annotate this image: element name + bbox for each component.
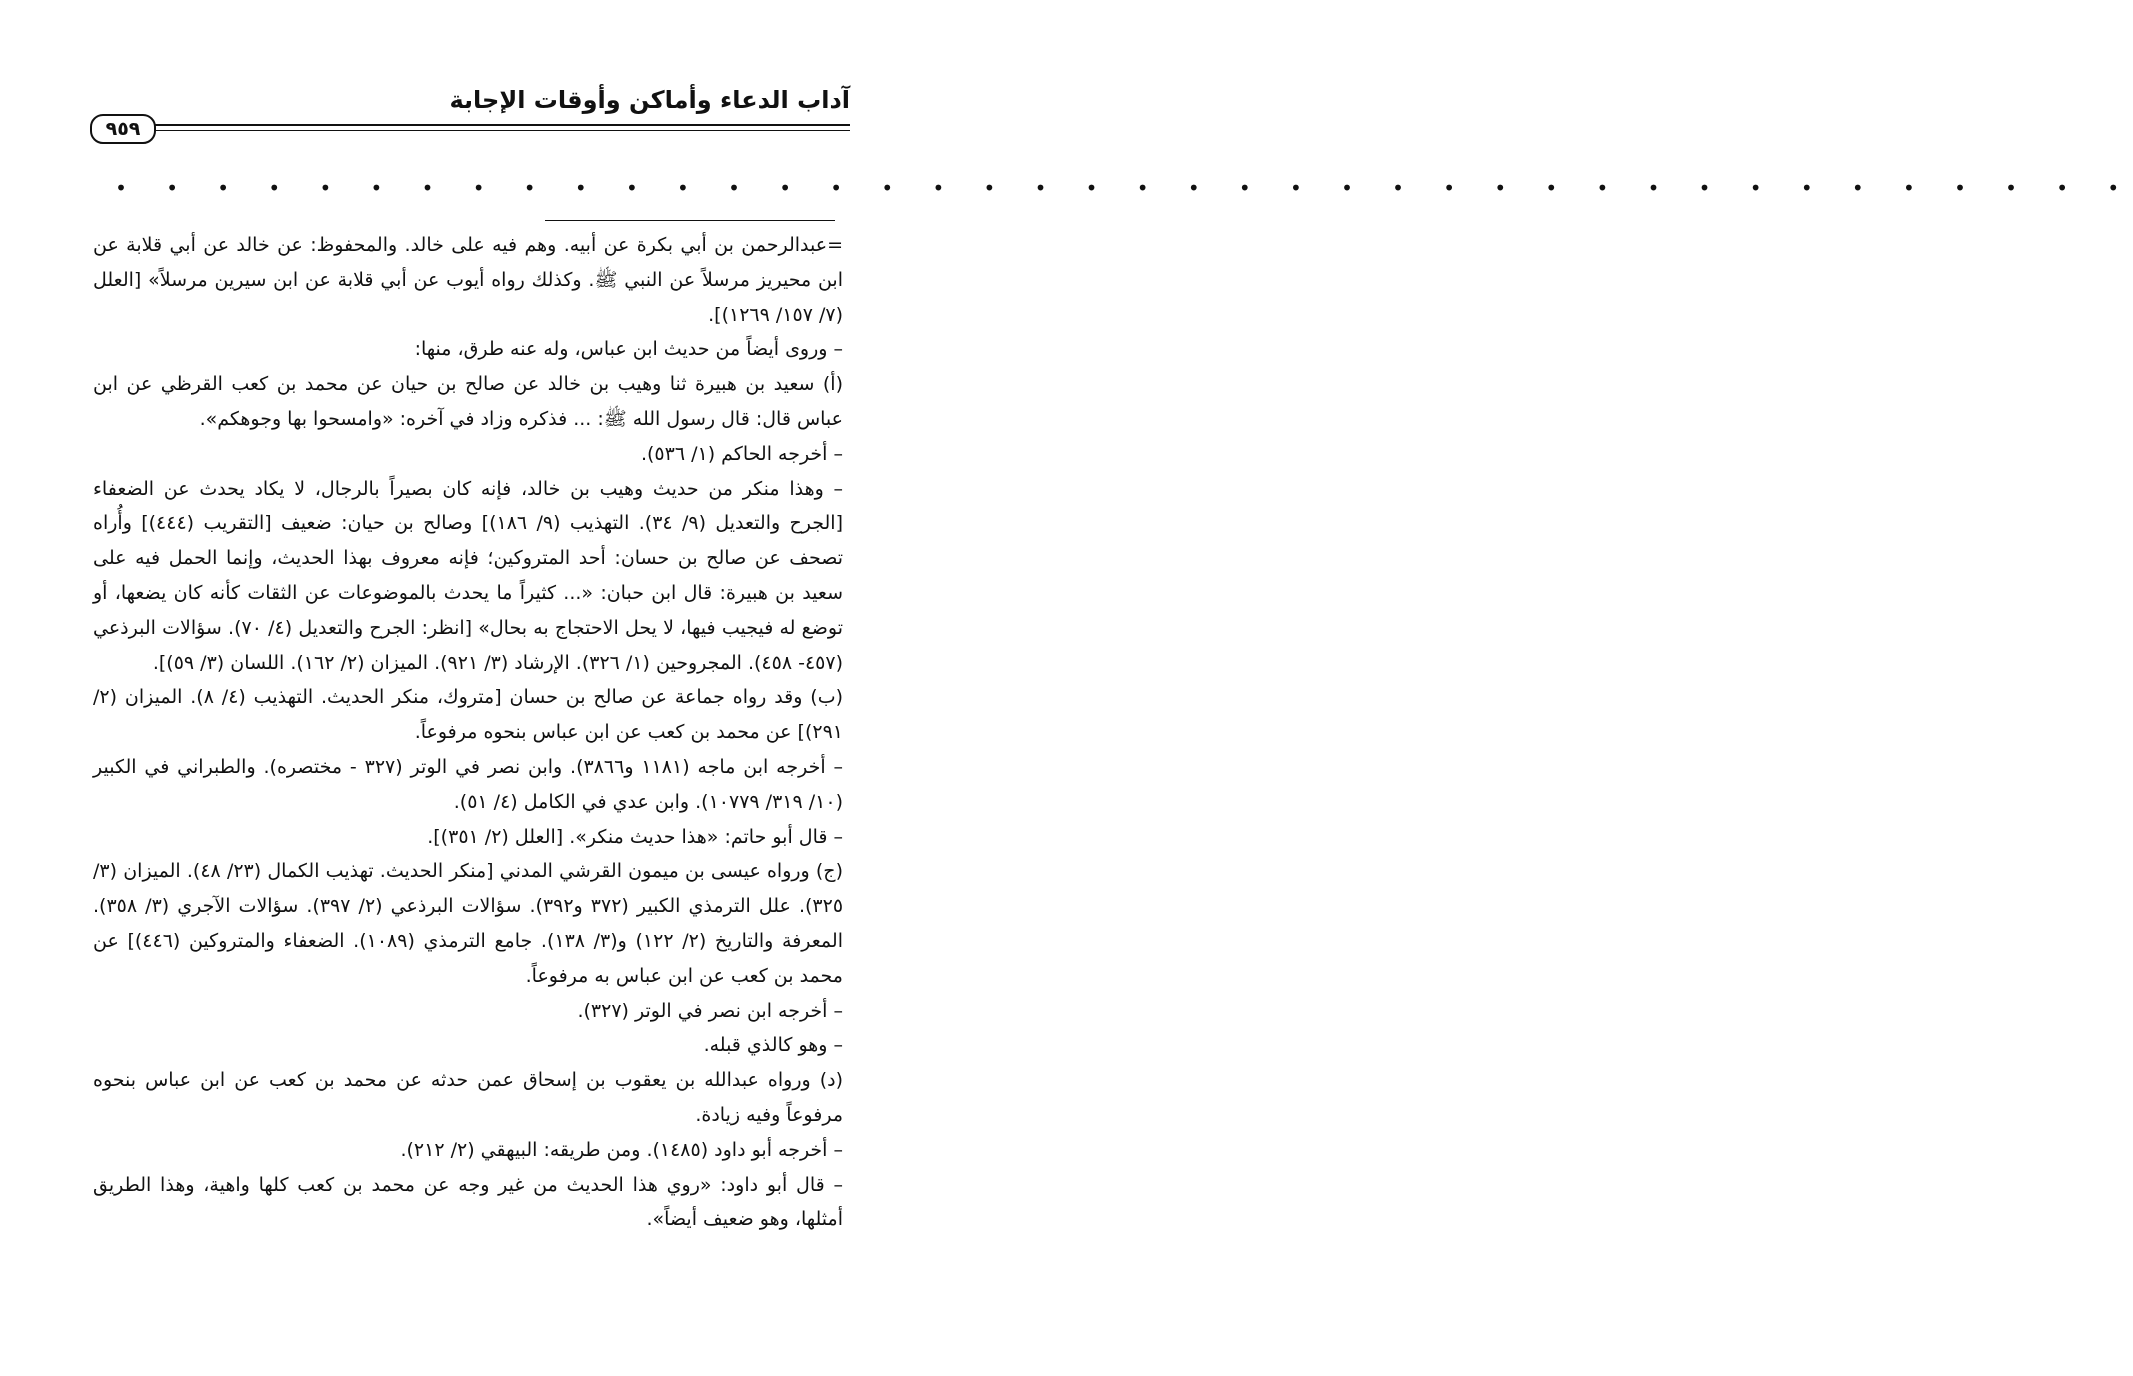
paragraph: =عبدالرحمن بن أبي بكرة عن أبيه. وهم فيه على خالد. والمحفوظ: عن خالد عن أبي قلابة عن ابن محيريز مرسلاً عن النبي ﷺ. وكذلك رواه أيوب عن أبي قلابة عن ابن سيرين مرسلاً» [العلل (٧/ ١٥٧/ ١٢٦٩)].: [93, 234, 843, 326]
paragraph: – أخرجه ابن نصر في الوتر (٣٢٧).: [577, 999, 843, 1022]
paragraph: (ب) وقد رواه جماعة عن صالح بن حسان [متروك، منكر الحديث. التهذيب (٤/ ٨). الميزان (٢/ ٢٩١)] عن محمد بن كعب عن ابن عباس بنحوه مرفوعاً.: [93, 686, 843, 744]
header-rule-thin: [154, 130, 850, 131]
paragraph: – وهو كالذي قبله.: [703, 1034, 843, 1057]
footnote-body: [93, 228, 843, 1237]
paragraph: – أخرجه ابن ماجه (١١٨١ و٣٨٦٦). وابن نصر في الوتر (٣٢٧ - مختصره). والطبراني في الكبير (١٠/ ٣١٩/ ١٠٧٧٩). وابن عدي في الكامل (٤/ ٥١).: [93, 755, 843, 813]
running-title: آداب الدعاء وأماكن وأوقات الإجابة: [449, 86, 850, 114]
paragraph: (ج) ورواه عيسى بن ميمون القرشي المدني [منكر الحديث. تهذيب الكمال (٢٣/ ٤٨). الميزان (٣/ ٣٢٥). علل الترمذي الكبير (٣٧٢ و٣٩٢). سؤالات البرذعي (٢/ ٣٩٧). سؤالات الآجري (٣/ ٣٥٨). المعرفة والتاريخ (٢/ ١٢٢) و(٣/ ١٣٨). جامع الترمذي (١٠٨٩). الضعفاء والمتروكين (٤٤٦)] عن محمد بن كعب عن ابن عباس به مرفوعاً.: [93, 860, 844, 987]
paragraph: – قال أبو داود: «روي هذا الحديث من غير وجه عن محمد بن كعب كلها واهية، وهذا الطريق أمثلها، وهو ضعيف أيضاً».: [93, 1173, 843, 1231]
page-number: ٩٥٩: [90, 114, 156, 144]
footnote-rule: [545, 220, 835, 221]
paragraph: (د) ورواه عبدالله بن يعقوب بن إسحاق عمن حدثه عن محمد بن كعب عن ابن عباس بنحوه مرفوعاً وفيه زيادة.: [93, 1069, 843, 1126]
paragraph: (أ) سعيد بن هبيرة ثنا وهيب بن خالد عن صالح بن حيان عن محمد بن كعب القرظي عن ابن عباس قال: قال رسول الله ﷺ: ... فذكره وزاد في آخره: «وامسحوا بها وجوهكم».: [93, 373, 843, 430]
page-header: [90, 78, 850, 138]
header-rule: [154, 124, 850, 126]
paragraph: – وهذا منكر من حديث وهيب بن خالد، فإنه كان بصيراً بالرجال، لا يكاد يحدث عن الضعفاء [الجرح والتعديل (٩/ ٣٤). التهذيب (٩/ ١٨٦)] وصالح بن حيان: ضعيف [التقريب (٤٤٤)] وأُراه تصحف عن صالح بن حسان: أحد المتروكين؛ فإنه معروف بهذا الحديث، وإنما الحمل فيه على سعيد بن هبيرة: قال ابن حبان: «... كثيراً ما يحدث بالموضوعات عن الثقات كأنه كان يضعها، أو توضع له فيجيب فيها، لا يحل الاحتجاج به بحال» [انظر: الجرح والتعديل (٤/ ٧٠). سؤالات البرذعي (٤٥٧- ٤٥٨). المجروحين (١/ ٣٢٦). الإرشاد (٣/ ٩٢١). الميزان (٢/ ١٦٢). اللسان (٣/ ٥٩)].: [93, 477, 843, 674]
paragraph: – أخرجه الحاكم (١/ ٥٣٦).: [640, 442, 843, 465]
section-separator: • • • • • • • • • • • • • • • • • • • • • • • • • • • • • • • • • • • • • • • •: [115, 176, 2133, 200]
paragraph: – وروى أيضاً من حديث ابن عباس، وله عنه طرق، منها:: [414, 338, 843, 361]
paragraph: – قال أبو حاتم: «هذا حديث منكر». [العلل (٢/ ٣٥١)].: [427, 825, 843, 848]
paragraph: – أخرجه أبو داود (١٤٨٥). ومن طريقه: البيهقي (٢/ ٢١٢).: [400, 1138, 843, 1161]
